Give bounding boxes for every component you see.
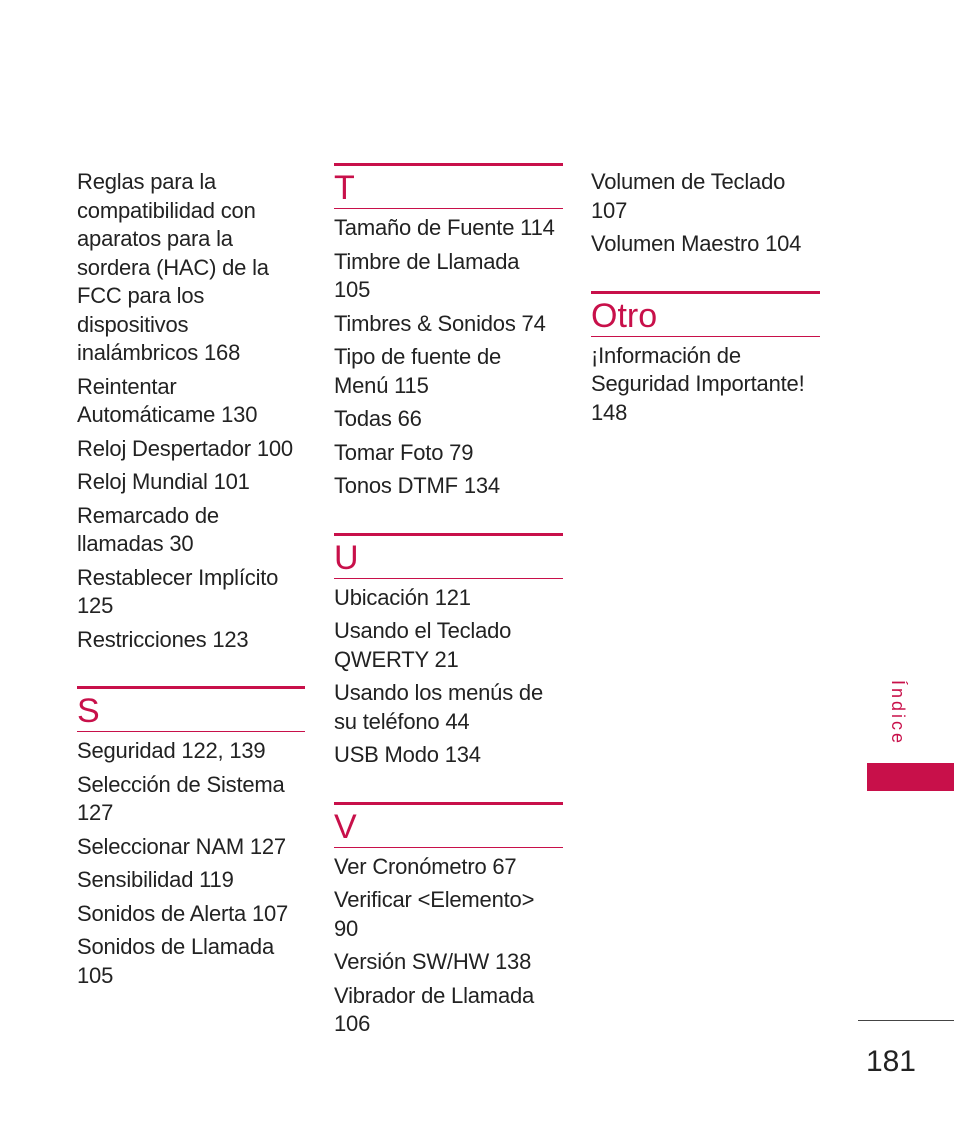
index-entry: Sonidos de Llamada 105 — [77, 934, 274, 988]
index-entry: Reloj Mundial 101 — [77, 469, 250, 494]
index-entry: Volumen de Teclado 107 — [591, 169, 786, 223]
index-entry: Todas 66 — [334, 406, 422, 431]
index-entry: ¡Información de Seguridad Importante! 148 — [591, 342, 805, 425]
index-entry: Reloj Despertador 100 — [77, 435, 293, 461]
index-entry: Timbre de Llamada 105 — [334, 248, 520, 302]
index-entry: Reglas para la compatibilidad con aparatos para la sordera (HAC) de la FCC para los dispositivos inalámbricos 168 — [77, 169, 269, 365]
index-section — [591, 291, 820, 428]
index-entry: Restricciones 123 — [77, 626, 249, 652]
index-entry: Volumen Maestro 104 — [591, 231, 802, 256]
side-tab-bar — [867, 763, 954, 791]
section-heading: U — [334, 533, 563, 579]
index-entry: Selección de Sistema 127 — [77, 771, 285, 825]
index-entry: USB Modo 134 — [334, 742, 481, 767]
index-entry: Seleccionar NAM 127 — [77, 833, 286, 859]
section-heading: V — [334, 802, 563, 848]
index-entry: Versión SW/HW 138 — [334, 949, 532, 974]
page-number-rule — [858, 1020, 954, 1021]
index-entry: Ubicación 121 — [334, 584, 471, 610]
index-entry: Reintentar Automáticame 130 — [77, 373, 258, 427]
index-entry: Tonos DTMF 134 — [334, 473, 500, 498]
page-number: 181 — [865, 1045, 916, 1078]
index-entry: Ver Cronómetro 67 — [334, 853, 517, 879]
index-entry: Tipo de fuente de Menú 115 — [334, 344, 502, 398]
section-heading: Otro — [591, 291, 820, 337]
index-entry: Sonidos de Alerta 107 — [77, 900, 289, 926]
side-tab-label: Índice — [888, 680, 908, 747]
index-entry: Seguridad 122, 139 — [77, 738, 266, 763]
index-section — [77, 686, 305, 990]
index-entry: Usando los menús de su teléfono 44 — [334, 680, 543, 734]
index-entry: Tomar Foto 79 — [334, 439, 474, 465]
index-section — [77, 168, 305, 654]
index-column-3 — [591, 168, 820, 432]
index-entry: Restablecer Implícito 125 — [77, 564, 279, 618]
index-section — [591, 168, 820, 259]
index-entry: Vibrador de Llamada 106 — [334, 982, 535, 1036]
index-section — [334, 533, 563, 770]
index-section — [334, 163, 563, 501]
index-entry: Usando el Teclado QWERTY 21 — [334, 618, 512, 672]
index-entry: Verificar <Elemento> 90 — [334, 887, 535, 941]
index-entry: Tamaño de Fuente 114 — [334, 215, 555, 240]
section-heading: S — [77, 686, 305, 732]
index-column-2 — [334, 163, 563, 1044]
section-heading: T — [334, 163, 563, 209]
index-entry: Sensibilidad 119 — [77, 867, 234, 892]
index-entry: Timbres & Sonidos 74 — [334, 310, 546, 336]
index-column-1 — [77, 168, 305, 995]
index-section — [334, 802, 563, 1039]
index-entry: Remarcado de llamadas 30 — [77, 502, 219, 556]
